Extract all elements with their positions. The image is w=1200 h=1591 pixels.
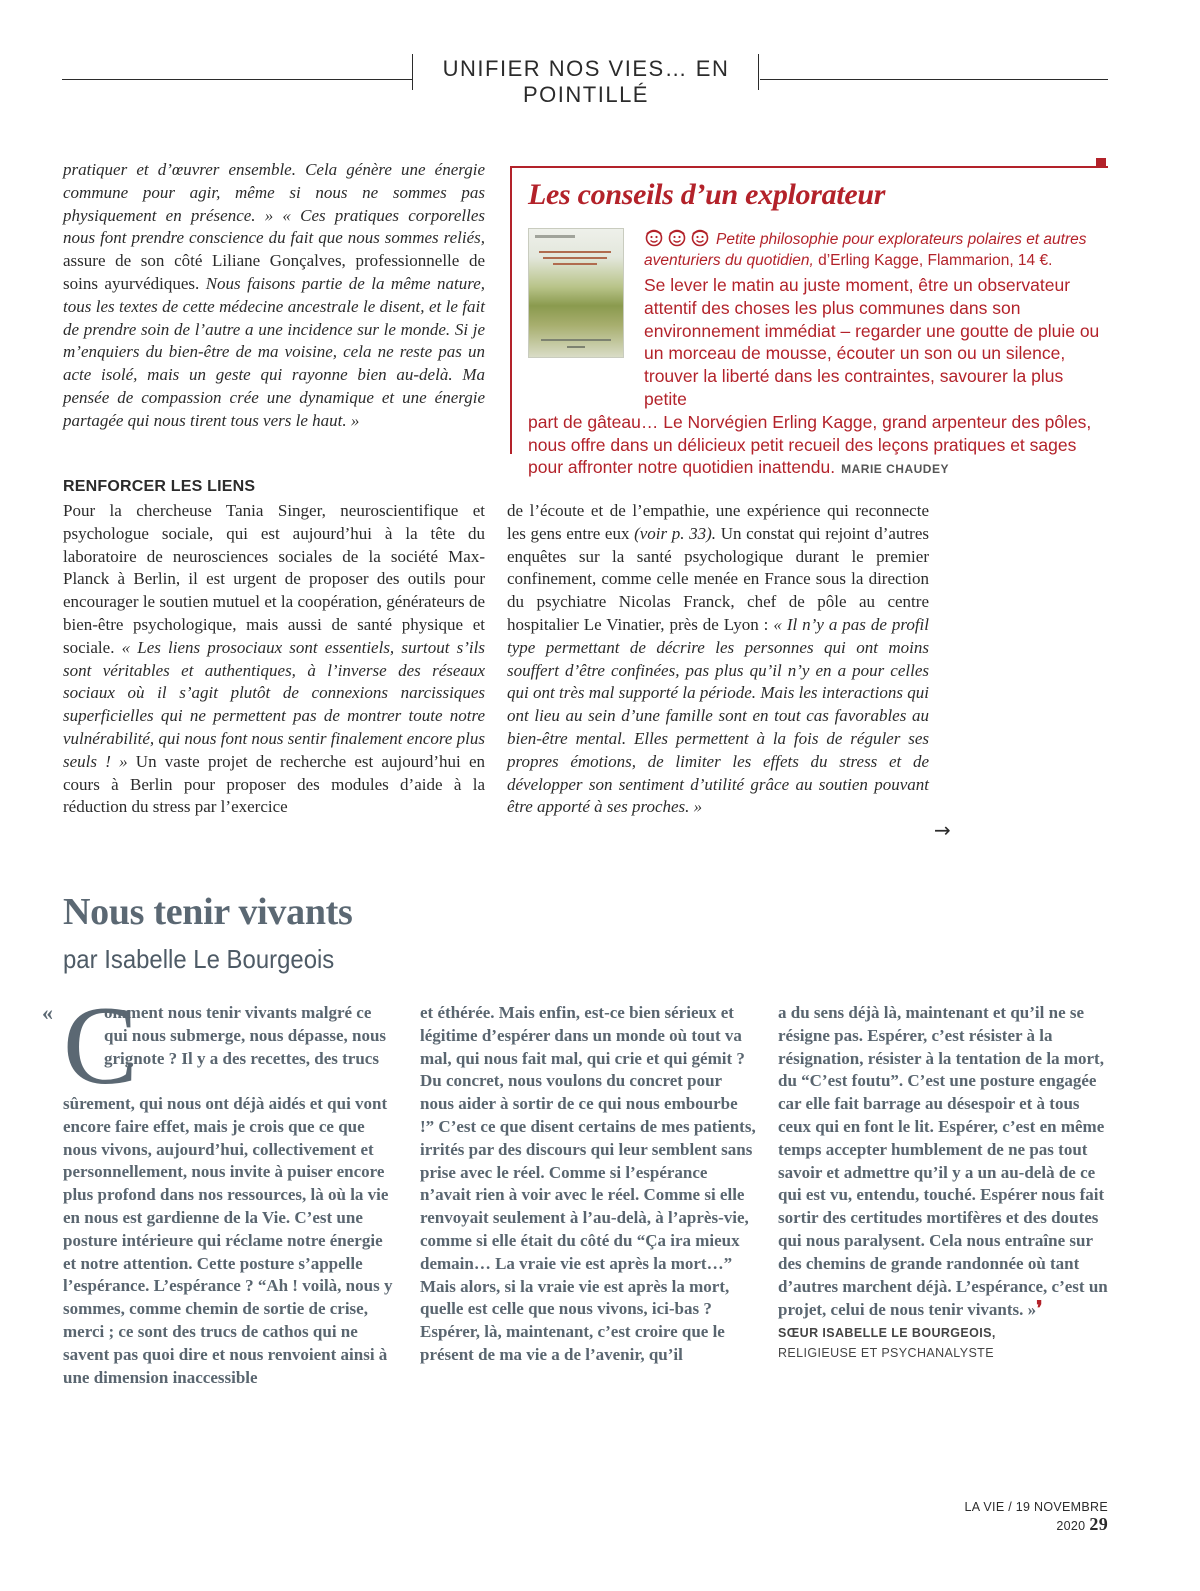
tania-singer-quote: « Les liens prosociaux sont essentiels, surtout s’ils sont véritables et authentiques, à l’inverse des réseaux sociaux où il s’agit plutôt de connexions narcissiques superficielles qui ne permettent pas de montrer toute notre vulnérabilité, qui nous font nous sentir finalement encore plus seuls ! » <box>63 637 485 771</box>
book-review-indented: Se lever le matin au juste moment, être un observateur attentif des choses les plus communes dans son environnement immédiat – regarder une goutte de pluie ou un morceau de mousse, écouter un son ou un silence, trouver la liberté dans les contraintes, savourer la plus petite <box>644 275 1100 409</box>
book-review-full: part de gâteau… Le Norvégien Erling Kagge, grand arpenteur des pôles, nous offre dans un délicieux petit recueil des leçons pratiques et sages pour affronter notre quotidien inattendu. MARIE CHAUDEY <box>528 411 1092 478</box>
feature-column-3: a du sens déjà là, maintenant et qu’il ne se résigne pas. Espérer, c’est résister à la résignation, résister à la tentation de la mort, du “C’est foutu”. C’est une posture engagée car elle fait barrage au désespoir et à tous ceux qui en font le lit. Espérer, c’est en même temps accepter humblement de ne pas tout savoir et admettre qu’il y a un au-delà de ce qui est vu, entendu, touché. Espérer nous fait sortir des certitudes mortifères et des doutes qui nous paralysent. Cela nous entraîne sur des chemins de grande randonnée où tant d’autres marchent déjà. L’espérance, c’est un projet, celui de nous tenir vivants. »❜ SŒUR ISABELLE LE BOURGEOIS, RELIGIEUSE ET PSYCHANALYSTE <box>778 1002 1112 1360</box>
rule-left <box>62 79 412 80</box>
running-head <box>62 52 1108 107</box>
section-heading: RENFORCER LES LIENS <box>63 478 256 495</box>
book-reference <box>644 229 1100 271</box>
book-author-publisher: d’Erling Kagge, Flammarion, 14 €. <box>813 252 1053 269</box>
intro-attribution: assure de son côté Liliane Gonçalves, professionnelle de soins ayurvédiques. <box>63 251 485 293</box>
rule-bar-right <box>758 54 759 90</box>
nicolas-franck-quote: « Il n’y a pas de profil type permettant de décrire les personnes qui ont moins souffert d’être confinées, pas plus qu’il n’y en a pour celles qui ont très mal supporté la période. Mais les interactions qui ont lieu au sein d’une famille sont en tout cas favorables au bien-être mental. Elles permettent à la fois de réguler ses propres émotions, de limiter les effets du stress et de développer son sentiment d’utilité grâce au soutien pouvant être apporté à ses proches. » <box>507 614 929 817</box>
close-quote-icon: ❜ <box>1036 1298 1043 1321</box>
intro-paragraph <box>63 159 485 433</box>
book-title: Petite philosophie pour explorateurs polaires et autres aventuriers du quotidien, <box>644 231 1087 269</box>
intro-quote-1: pratiquer et d’œuvrer ensemble. Cela génère une énergie commune pour agir, même si nous ne sommes pas physiquement en présence. » « Ces pratiques corporelles nous font prendre conscience du fait que nous sommes reliés, <box>63 160 485 248</box>
box-corner-square <box>1096 158 1106 168</box>
feature-signature-name: SŒUR ISABELLE LE BOURGEOIS, <box>778 1326 996 1341</box>
book-review <box>528 274 1106 481</box>
rule-right <box>760 79 1108 80</box>
feature-signature-role: RELIGIEUSE ET PSYCHANALYSTE <box>778 1346 994 1361</box>
section-column-2: de l’écoute et de l’empathie, une expérience qui reconnecte les gens entre eux (voir p. 33). Un constat qui rejoint d’autres enquêtes sur la santé psychologique durant le premier confinement, comme celle menée en France sous la direction du psychiatre Nicolas Franck, chef de pôle au centre hospitalier Le Vinatier, près de Lyon : « Il n’y a pas de profil type permettant de décrire les personnes qui ont moins souffert d’être confinées, pas plus qu’il n’y en a pour celles qui ont très mal supporté la période. Mais les interactions qui ont lieu au sein d’une famille sont en tout cas favorables au bien-être mental. Elles permettent à la fois de réguler ses propres émotions, de limiter les effets du stress et de développer son sentiment d’utilité grâce au soutien pouvant être apporté à ses proches. » <box>507 501 929 817</box>
page-number: 29 <box>1089 1514 1108 1534</box>
feature-title: Nous tenir vivants <box>63 891 353 933</box>
running-head-title: UNIFIER NOS VIES… EN POINTILLÉ <box>442 56 730 107</box>
open-quote-mark: « <box>42 1000 53 1025</box>
feature-column-1-lead: omment nous tenir vivants malgré ce qui nous submerge, nous dépasse, nous grignote ? Il y a des recettes, des trucs <box>104 1003 387 1068</box>
feature-byline: par Isabelle Le Bourgeois <box>63 944 335 974</box>
continue-arrow-icon: → <box>934 818 951 842</box>
section-column-1: Pour la chercheuse Tania Singer, neuroscientifique et psychologue sociale, qui est aujourd’hui à la tête du laboratoire de neurosciences sociales de la société Max-Planck à Berlin, il est urgent de proposer des outils pour encourager le soutien mutuel et la coopération, générateurs de bien-être psychologique, mais aussi de santé physique et sociale. « Les liens prosociaux sont essentiels, surtout s’ils sont véritables et authentiques, à l’inverse des réseaux sociaux où il s’agit plutôt de connexions narcissiques superficielles qui ne permettent pas de montrer toute notre vulnérabilité, qui nous font nous sentir finalement encore plus seuls ! » Un vaste projet de recherche est aujourd’hui en cours à Berlin pour proposer des modules d’aide à la réduction du stress par l’exercice <box>63 501 485 817</box>
publication-date: LA VIE / 19 NOVEMBRE 2020 <box>964 1500 1108 1533</box>
drop-cap: C <box>63 984 138 1108</box>
book-review-signature: MARIE CHAUDEY <box>841 462 949 477</box>
rule-bar-left <box>412 54 413 90</box>
book-box-title: Les conseils d’un explorateur <box>528 178 886 211</box>
page-footer <box>922 1500 1108 1535</box>
intro-quote-2: Nous faisons partie de la même nature, tous les textes de cette médecine ancestrale le disent, et le fait de prendre soin de l’autre a une incidence sur le monde. Si je m’enquiers du bien-être de ma voisine, cela ne reste pas un acte isolé, mais un geste qui rayonne bien au-delà. Ma pensée de compassion crée une dynamique et une énergie partagée qui nous tirent tous vers le haut. » <box>63 273 485 430</box>
feature-column-2: et éthérée. Mais enfin, est-ce bien sérieux et légitime d’espérer dans un monde où tout va mal, qui nous fait mal, qui crie et qui gémit ? Du concret, nous voulons du concret pour nous aider à sortir de ce qui nous embourbe !” C’est ce que disent certains de mes patients, irrités par des discours qui leur semblent sans prise avec le réel. Comme si l’espérance n’avait rien à voir avec le réel. Comme si elle renvoyait seulement à l’au-delà, à l’après-vie, comme si elle était du côté du “Ça ira mieux demain… La vraie vie est après la mort…” Mais alors, si la vraie vie est après la mort, quelle est celle que nous vivons, ici-bas ? Espérer, là, maintenant, c’est croire que le présent de ma vie a de l’avenir, qu’il <box>420 1003 756 1364</box>
feature-column-1: sûrement, qui nous ont déjà aidés et qui vont encore faire effet, mais je crois que ce que nous vivons, aujourd’hui, collectivement et personnellement, nous invite à puiser encore plus profond dans nos ressources, là où la vie en nous est gardienne de la Vie. C’est une posture intérieure qui réclame notre énergie et notre attention. Cette posture s’appelle l’espérance. L’espérance ? “Ah ! voilà, nous y sommes, comme chemin de sortie de crise, merci ; ce sont des trucs de cathos qui ne savent pas quoi dire et nous renvoient ainsi à une dimension inaccessible <box>63 1094 393 1387</box>
page-reference: (voir p. 33). <box>634 523 717 543</box>
